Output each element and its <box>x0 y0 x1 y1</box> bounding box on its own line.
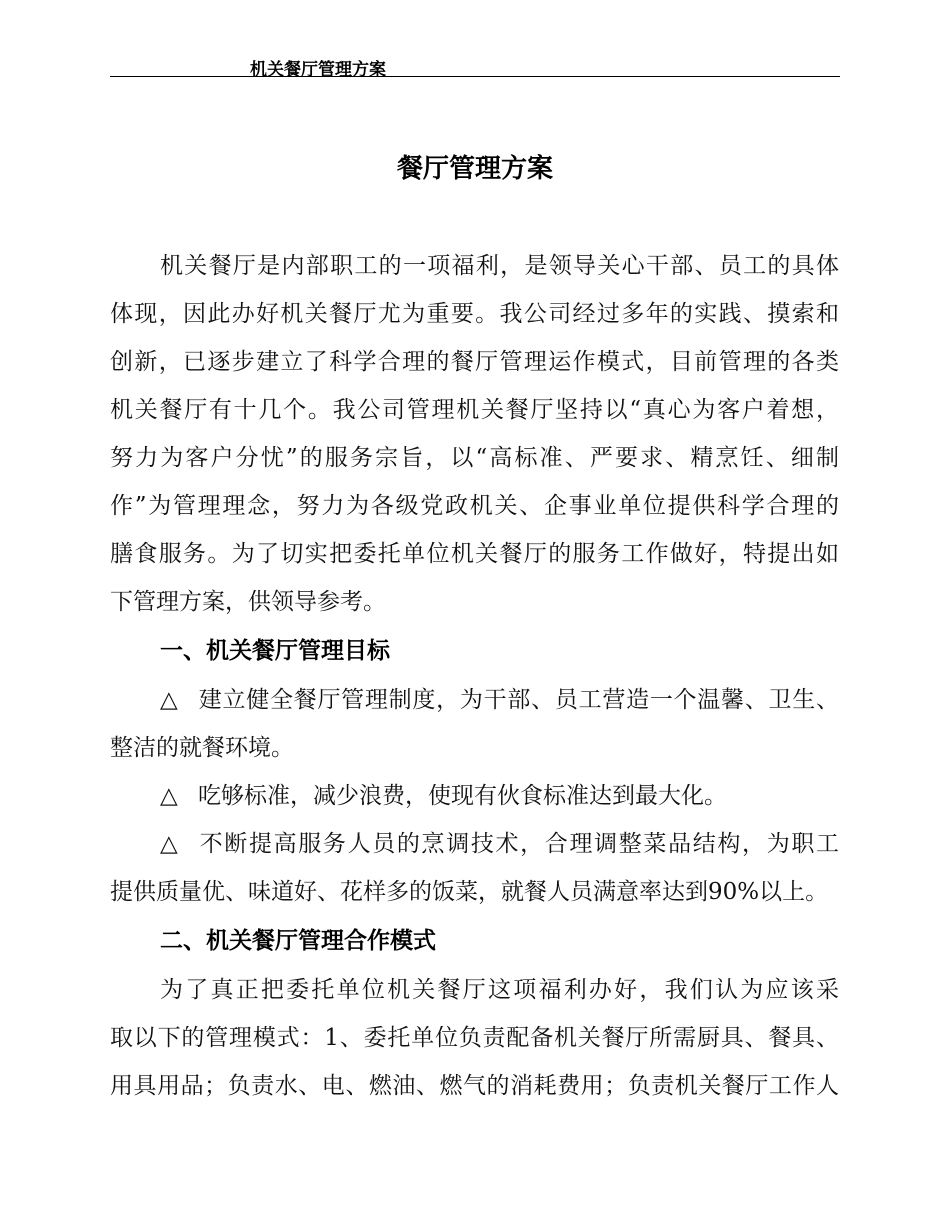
bullet-text: 吃够标准，减少浪费，使现有伙食标准达到最大化。 <box>198 783 727 809</box>
bullet-item <box>160 772 839 820</box>
section2-line: 为了真正把委托单位机关餐厅这项福利办好，我们认为应该采 <box>160 977 839 1003</box>
intro-line: 机关餐厅有十几个。我公司管理机关餐厅坚持以“真心为客户着想， <box>110 397 839 423</box>
bullet-text: 建立健全餐厅管理制度，为干部、员工营造一个温馨、卫生、 <box>198 687 839 713</box>
intro-line: 创新，已逐步建立了科学合理的餐厅管理运作模式，目前管理的各类 <box>110 349 839 375</box>
bullet-item <box>160 676 839 724</box>
triangle-bullet-icon: △ <box>160 687 178 713</box>
intro-line: 作”为管理理念，努力为各级党政机关、企事业单位提供科学合理的 <box>110 493 839 519</box>
header-rule <box>110 76 840 77</box>
bullet-text: 不断提高服务人员的烹调技术，合理调整菜品结构，为职工 <box>198 831 839 857</box>
bullet-item <box>160 820 839 868</box>
triangle-bullet-icon: △ <box>160 831 178 857</box>
intro-line: 努力为客户分忧”的服务宗旨，以“高标准、严要求、精烹饪、细制 <box>110 445 839 471</box>
bullet-continuation: 提供质量优、味道好、花样多的饭菜，就餐人员满意率达到90%以上。 <box>110 879 829 905</box>
section2-line: 取以下的管理模式：1、委托单位负责配备机关餐厅所需厨具、餐具、 <box>110 1025 839 1051</box>
intro-line: 膳食服务。为了切实把委托单位机关餐厅的服务工作做好，特提出如 <box>110 541 839 567</box>
section-heading-cooperation: 二、机关餐厅管理合作模式 <box>160 928 436 954</box>
document-title: 餐厅管理方案 <box>396 154 553 184</box>
intro-line: 机关餐厅是内部职工的一项福利，是领导关心干部、员工的具体 <box>160 253 839 279</box>
section2-line: 用具用品；负责水、电、燃油、燃气的消耗费用；负责机关餐厅工作人 <box>110 1073 839 1099</box>
intro-line: 下管理方案，供领导参考。 <box>110 589 386 615</box>
triangle-bullet-icon: △ <box>160 783 178 809</box>
section-heading-goals: 一、机关餐厅管理目标 <box>160 638 390 664</box>
intro-line: 体现，因此办好机关餐厅尤为重要。我公司经过多年的实践、摸索和 <box>110 301 839 327</box>
bullet-continuation: 整洁的就餐环境。 <box>110 735 294 761</box>
running-header: 机关餐厅管理方案 <box>250 60 386 80</box>
